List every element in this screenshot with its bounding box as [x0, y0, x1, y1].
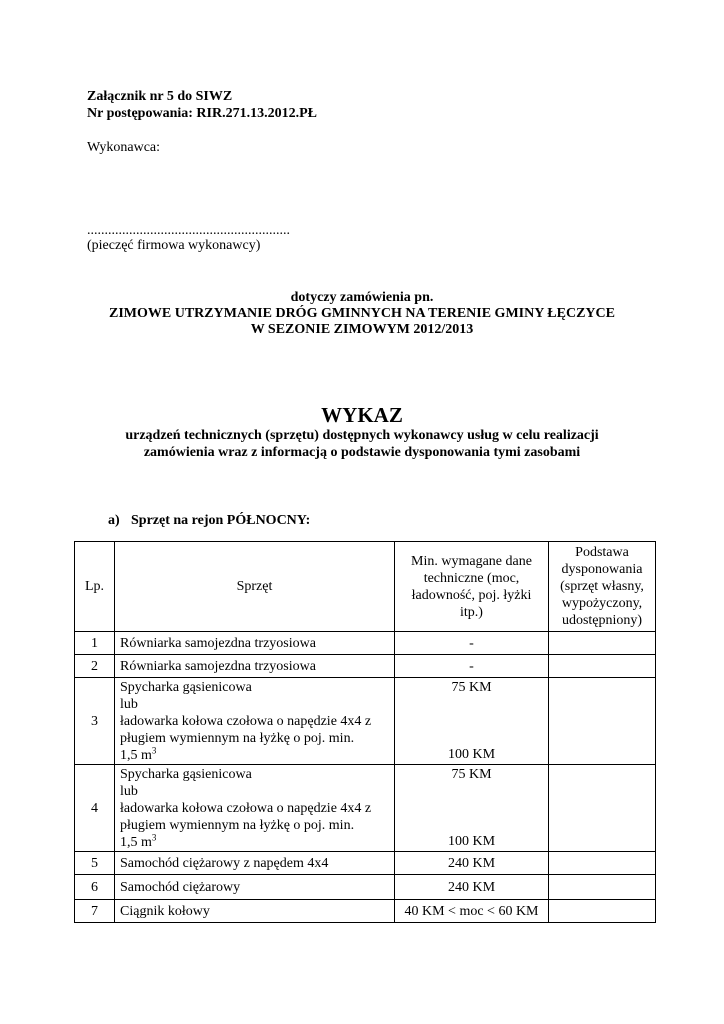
header-tech-line: itp.) [460, 604, 483, 620]
cell-basis[interactable] [549, 900, 656, 923]
cell-tech: 240 KM [395, 852, 549, 875]
subject-title: ZIMOWE UTRZYMANIE DRÓG GMINNYCH NA TERENIE GMINY ŁĘCZYCE [109, 306, 615, 321]
header-tech-line: ładowność, poj. łyżki [411, 587, 532, 603]
table-header-row [75, 542, 656, 632]
equipment-line [120, 834, 394, 851]
cell-basis[interactable] [549, 632, 656, 655]
equipment-line: ładowarka kołowa czołowa o napędzie 4x4 z [120, 801, 372, 816]
tech-value-primary: 75 KM [451, 767, 492, 782]
tech-value-alternative: 100 KM [447, 834, 496, 849]
equipment-line [120, 747, 394, 764]
cell-basis[interactable] [549, 678, 656, 765]
section-marker: a) [108, 513, 120, 528]
header-tech [395, 542, 549, 632]
header-tech-line: techniczne (moc, [423, 570, 520, 586]
header-basis [549, 542, 656, 632]
cell-equipment: Samochód ciężarowy z napędem 4x4 [115, 852, 395, 875]
cell-equipment: Ciągnik kołowy [115, 900, 395, 923]
cell-lp: 3 [75, 678, 115, 765]
cell-equipment [115, 765, 395, 852]
contractor-label: Wykonawca: [87, 140, 161, 155]
document-subtitle-line1: urządzeń technicznych (sprzętu) dostępnych wykonawcy usług w celu realizacji [125, 428, 599, 443]
equipment-capacity: 1,5 m [120, 748, 152, 763]
cell-basis[interactable] [549, 875, 656, 900]
equipment-line: Spycharka gąsienicowa [120, 767, 252, 782]
cell-tech [395, 765, 549, 852]
header-tech-line: Min. wymagane dane [411, 553, 532, 569]
stamp-dots: .......................................................... [87, 223, 290, 238]
table-row [75, 765, 656, 852]
cell-lp: 1 [75, 632, 115, 655]
cell-tech: - [395, 655, 549, 678]
header-basis-line: wypożyczony, [561, 596, 643, 611]
procedure-number: Nr postępowania: RIR.271.13.2012.PŁ [87, 106, 317, 121]
cell-basis[interactable] [549, 852, 656, 875]
attachment-number: Załącznik nr 5 do SIWZ [87, 89, 233, 104]
header-basis-line: dysponowania [561, 562, 643, 577]
tech-value-primary: 75 KM [451, 680, 492, 695]
equipment-capacity: 1,5 m [120, 835, 152, 850]
table-row [75, 875, 656, 900]
document-subtitle-line2: zamówienia wraz z informacją o podstawie dysponowania tymi zasobami [143, 445, 581, 460]
cell-tech: - [395, 632, 549, 655]
stamp-label: (pieczęć firmowa wykonawcy) [87, 238, 261, 253]
equipment-line: pługiem wymiennym na łyżkę o poj. min. [120, 731, 355, 746]
equipment-line: Spycharka gąsienicowa [120, 680, 252, 695]
cell-lp: 7 [75, 900, 115, 923]
header-basis-line: udostępniony) [561, 613, 643, 628]
equipment-line: lub [120, 697, 138, 712]
table-row [75, 655, 656, 678]
cell-basis[interactable] [549, 765, 656, 852]
cell-equipment: Samochód ciężarowy [115, 875, 395, 900]
cell-tech: 40 KM < moc < 60 KM [395, 900, 549, 923]
section-heading: Sprzęt na rejon PÓŁNOCNY: [131, 513, 311, 528]
subject-season: W SEZONIE ZIMOWYM 2012/2013 [250, 322, 474, 337]
table-row [75, 632, 656, 655]
cell-lp: 4 [75, 765, 115, 852]
equipment-line: lub [120, 784, 138, 799]
cell-equipment: Równiarka samojezdna trzyosiowa [115, 655, 395, 678]
header-basis-line: Podstawa [575, 545, 629, 560]
unit-exponent: 3 [151, 745, 157, 756]
cell-lp: 2 [75, 655, 115, 678]
equipment-line: pługiem wymiennym na łyżkę o poj. min. [120, 818, 355, 833]
table-row [75, 852, 656, 875]
cell-equipment [115, 678, 395, 765]
equipment-table [74, 541, 656, 923]
cell-equipment: Równiarka samojezdna trzyosiowa [115, 632, 395, 655]
unit-exponent: 3 [151, 832, 157, 843]
tech-value-alternative: 100 KM [447, 747, 496, 762]
header-basis-line: (sprzęt własny, [560, 579, 644, 594]
cell-tech: 240 KM [395, 875, 549, 900]
document-title: WYKAZ [321, 403, 403, 427]
table-row [75, 900, 656, 923]
equipment-line: ładowarka kołowa czołowa o napędzie 4x4 z [120, 714, 372, 729]
cell-tech [395, 678, 549, 765]
header-equipment: Sprzęt [115, 542, 395, 632]
cell-lp: 6 [75, 875, 115, 900]
table-row [75, 678, 656, 765]
cell-basis[interactable] [549, 655, 656, 678]
header-lp: Lp. [75, 542, 115, 632]
cell-lp: 5 [75, 852, 115, 875]
subject-intro: dotyczy zamówienia pn. [290, 290, 434, 305]
